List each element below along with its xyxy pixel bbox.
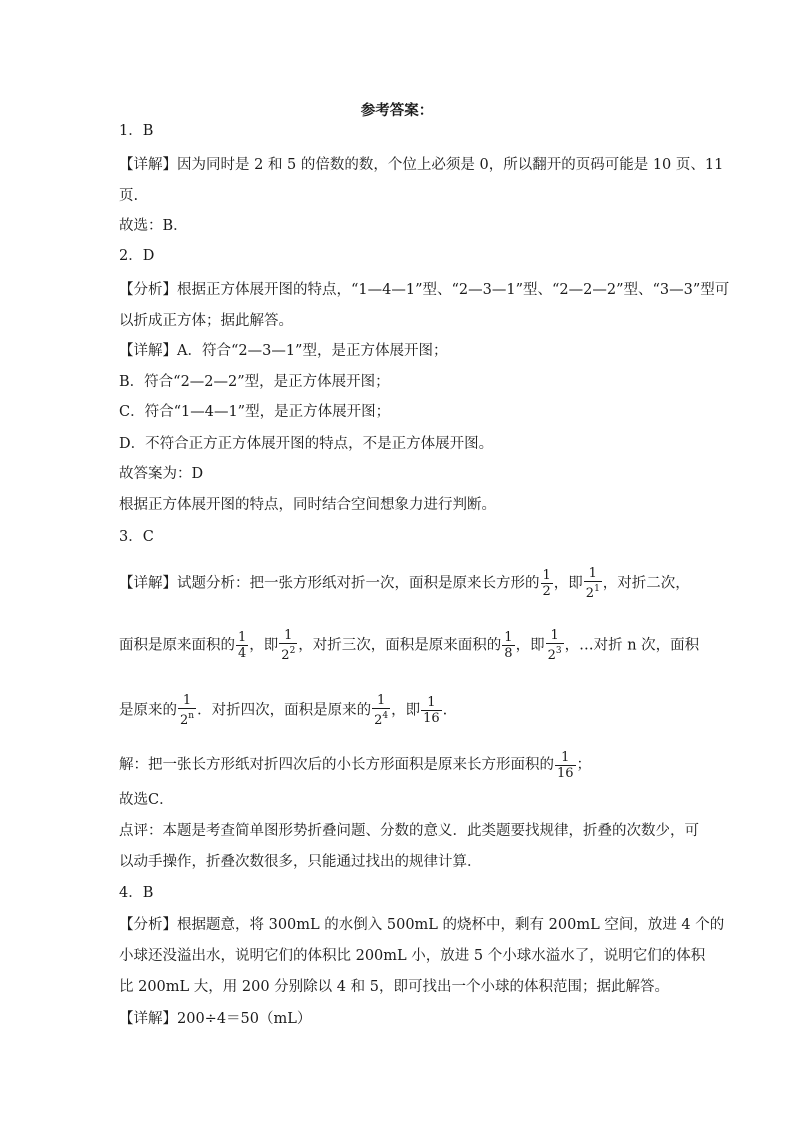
fraction xyxy=(372,693,390,728)
fraction-denominator xyxy=(279,643,297,663)
fraction-denominator: 8 xyxy=(504,646,513,661)
fraction-numerator: 1 xyxy=(542,568,551,583)
q2-analysis-line-1: 【分析】根据正方体展开图的特点，“1—4—1”型、“2—3—1”型、“2—2—2”型、“3—3”型可 xyxy=(119,282,730,298)
q4-analysis-line-2: 小球还没溢出水，说明它们的体积比 200mL 小，放进 5 个小球水溢水了，说明它们的体积 xyxy=(119,948,706,964)
fraction xyxy=(421,695,442,726)
fraction-numerator: 1 xyxy=(550,628,559,643)
power-exponent: 3 xyxy=(555,646,562,656)
q3-text: ，即 xyxy=(391,702,421,719)
q3-text: 【详解】试题分析：把一张方形纸对折一次，面积是原来长方形的 xyxy=(119,575,540,592)
q4-analysis-line-1: 【分析】根据题意，将 300mL 的水倒入 500mL 的烧杯中，剩有 200mL 空间，放进 4 个的 xyxy=(119,917,725,933)
fraction-denominator xyxy=(372,708,390,728)
q3-text: ，即 xyxy=(553,575,583,592)
q3-answer: 3．C xyxy=(119,529,154,545)
q3-text: 面积是原来面积的 xyxy=(119,637,235,654)
fraction xyxy=(541,568,553,599)
q3-detail-line-2 xyxy=(119,628,699,663)
fraction-denominator: 2 xyxy=(542,584,551,599)
fraction xyxy=(555,750,576,781)
fraction-denominator xyxy=(584,581,602,601)
fraction xyxy=(178,693,196,728)
q3-detail-line-3 xyxy=(119,693,447,728)
q2-answer: 2．D xyxy=(119,248,155,264)
power-exponent: 4 xyxy=(382,711,389,721)
q3-text: ，对折三次，面积是原来面积的 xyxy=(298,637,502,654)
power-base: 2 xyxy=(180,713,189,728)
fraction-numerator: 1 xyxy=(284,628,293,643)
fraction-numerator: 1 xyxy=(376,693,386,708)
q2-detail-d: D．不符合正方正方体展开图的特点，不是正方体展开图。 xyxy=(119,436,494,452)
q3-text: ，…对折 n 次，面积 xyxy=(564,637,700,654)
q1-answer: 1．B xyxy=(119,123,154,139)
fraction-numerator: 1 xyxy=(427,695,436,710)
fraction-denominator xyxy=(178,708,196,728)
fraction-numerator: 1 xyxy=(504,630,513,645)
q2-final-answer: 故答案为：D xyxy=(119,466,204,482)
fraction-numerator: 1 xyxy=(238,630,247,645)
q3-text: 是原来的 xyxy=(119,702,177,719)
page-title: 参考答案： xyxy=(360,102,434,119)
q1-choose: 故选：B． xyxy=(119,218,188,234)
q3-solution xyxy=(119,748,591,782)
fraction-denominator xyxy=(546,643,564,663)
q2-analysis-line-2: 以折成正方体；据此解答。 xyxy=(119,313,293,329)
q3-text: ，即 xyxy=(249,637,279,654)
q3-text: ，即 xyxy=(515,637,545,654)
q3-comment-line-1: 点评：本题是考查简单图形势折叠问题、分数的意义．此类题要找规律，折叠的次数少，可 xyxy=(119,823,699,839)
q3-comment-line-2: 以动手操作，折叠次数很多，只能通过找出的规律计算． xyxy=(119,854,482,870)
power-base: 2 xyxy=(547,648,556,663)
q3-choose: 故选C． xyxy=(119,792,174,808)
q2-detail-a: 【详解】A．符合“2—3—1”型，是正方体展开图； xyxy=(119,343,448,359)
power-exponent: n xyxy=(188,711,195,721)
q4-detail: 【详解】200÷4＝50（mL） xyxy=(119,1011,312,1027)
fraction xyxy=(502,630,514,661)
q3-text: 解：把一张长方形纸对折四次后的小长方形面积是原来长方形面积的 xyxy=(119,757,554,773)
q2-note: 根据正方体展开图的特点，同时结合空间想象力进行判断。 xyxy=(119,497,496,513)
q3-text: ．对折四次，面积是原来的 xyxy=(197,702,372,719)
q2-detail-b: B．符合“2—2—2”型，是正方体展开图； xyxy=(119,374,390,390)
fraction-denominator: 16 xyxy=(423,711,440,726)
q4-answer: 4．B xyxy=(119,885,154,901)
q3-text: . xyxy=(442,702,448,719)
q3-text: ； xyxy=(576,757,592,773)
fraction-numerator: 1 xyxy=(588,566,597,581)
q4-analysis-line-3: 比 200mL 大，用 200 分别除以 4 和 5，即可找出一个小球的体积范围；据此解答。 xyxy=(119,979,669,995)
fraction xyxy=(279,628,297,663)
power-exponent: 2 xyxy=(289,646,296,656)
q3-text: ，对折二次， xyxy=(602,575,690,592)
power-base: 2 xyxy=(374,713,383,728)
power-base: 2 xyxy=(281,648,290,663)
q3-detail-line-1 xyxy=(119,566,690,601)
q1-detail-line-2: 页. xyxy=(119,188,139,204)
q1-detail-line-1: 【详解】因为同时是 2 和 5 的倍数的数，个位上必须是 0，所以翻开的页码可能是 10 页、11 xyxy=(119,157,724,173)
fraction-numerator: 1 xyxy=(561,749,570,765)
fraction xyxy=(546,628,564,663)
power-exponent: 1 xyxy=(594,584,600,594)
fraction-denominator: 4 xyxy=(238,646,247,661)
power-base: 2 xyxy=(585,586,595,601)
fraction-numerator: 1 xyxy=(182,693,192,708)
fraction xyxy=(236,630,248,661)
fraction-denominator: 16 xyxy=(557,765,574,781)
fraction xyxy=(584,566,602,601)
q2-detail-c: C．符合“1—4—1”型，是正方体展开图； xyxy=(119,404,391,420)
